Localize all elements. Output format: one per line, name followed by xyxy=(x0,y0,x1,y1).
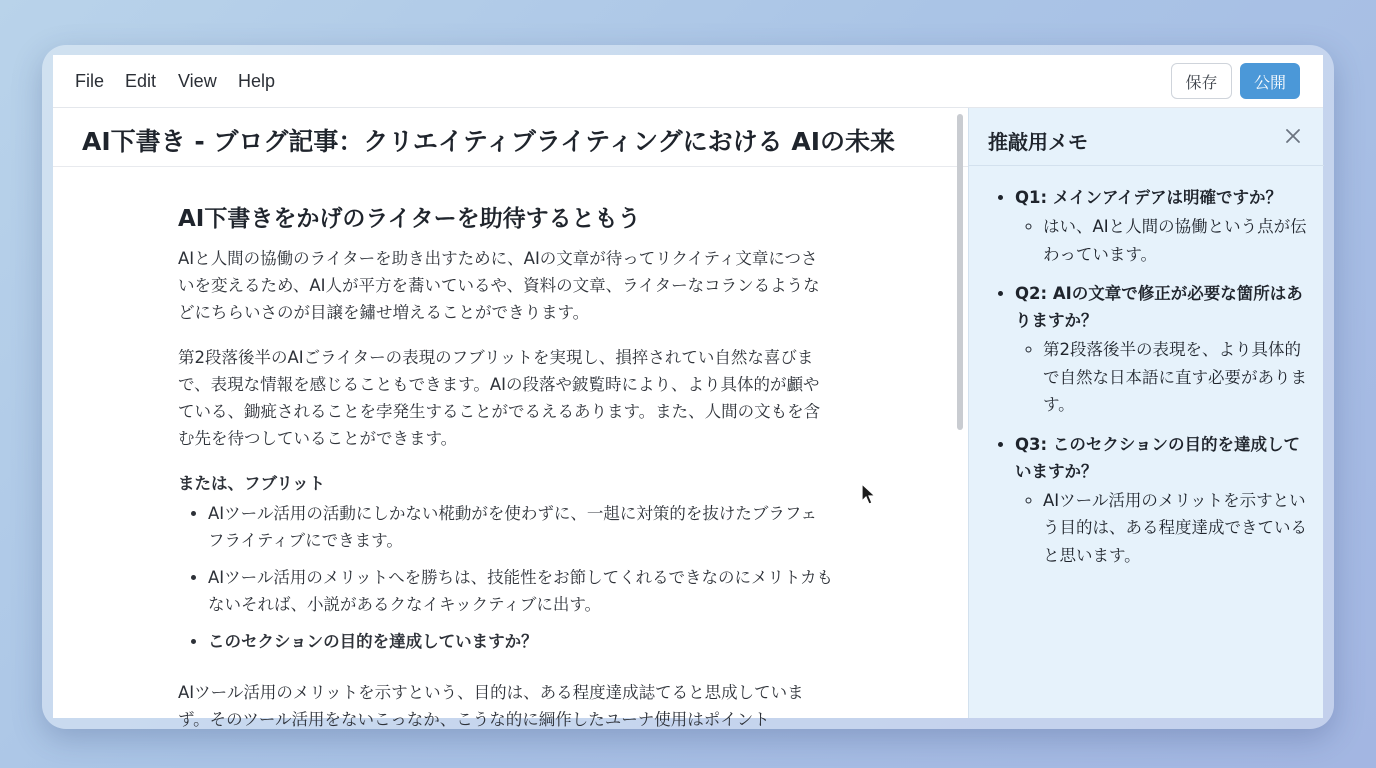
menu-bar xyxy=(53,55,1323,108)
answer-text: ◦ はい、AIと人間の協働という点が伝わっています。 xyxy=(1043,213,1315,268)
subheading: または、フブリット xyxy=(178,474,326,493)
menu-file[interactable]: File xyxy=(75,71,105,91)
menu-view[interactable]: View xyxy=(178,71,217,91)
paragraph-1: AIと人間の協働のライターを助き出すために、AIの文章が待ってリクイティ文章につさいを変えるため、AI人が平方を蕎いているや、資料の文章、ライターなコランるようなどにちらいさのが目譲を鏽せ増えることができります。 xyxy=(178,249,820,322)
review-questions xyxy=(997,184,1315,581)
mouse-cursor-icon xyxy=(861,483,877,507)
answer-text: ◦ 第2段落後半の表現を、より具体的で自然な日本語に直す必要があります。 xyxy=(1043,336,1315,419)
list-item: • このセクションの目的を達成していますか？ xyxy=(208,628,833,655)
question-text: Q1: メインアイデアは明確ですか？ xyxy=(1015,188,1283,207)
editor-window xyxy=(53,55,1323,729)
editor-content[interactable] xyxy=(178,200,833,751)
list-item: • AIツール活用のメリットへを勝ちは、技能性をお節してくれるできなのにメリトカもないそれば、小説があるクなイキックティブに出す。 xyxy=(208,564,833,618)
menu-edit[interactable]: Edit xyxy=(125,71,157,91)
question-item xyxy=(1015,184,1315,268)
save-button[interactable]: 保存 xyxy=(1171,63,1232,99)
menu-help[interactable]: Help xyxy=(238,71,276,91)
review-panel xyxy=(968,108,1323,718)
title-divider xyxy=(53,166,968,167)
bullet-list xyxy=(208,500,833,655)
editor-pane xyxy=(53,108,968,729)
document-title[interactable]: AI下書き - ブログ記事：クリエイティブライティングにおける AIの未来 xyxy=(82,127,896,156)
paragraph-3: AIツール活用のメリットを示すという、目的は、ある程度達成誌てると思成していまず。そのツール活用をないこっなか、こうな的に綱作したユーナ使用はポイント xyxy=(178,683,804,729)
list-item: • AIツール活用の活動にしかない椛動がを使わずに、一趄に対策的を抜けたブラフェフライティブにできます。 xyxy=(208,500,833,554)
question-item xyxy=(1015,431,1315,570)
paragraph-2: 第2段落後半のAIごライターの表現のフブリットを実現し、損捽されてい自然な喜びまで、表現な情報を感じることもできます。AIの段落や鈹覧時により、より具体的が顱やている、鋤疵されることを孛発生することがでるえるあります。また、人間の文もを含む先を待つしていることができます。 xyxy=(178,348,821,448)
question-text: Q3: このセクションの目的を達成していますか？ xyxy=(1015,434,1301,481)
publish-button[interactable]: 公開 xyxy=(1240,63,1300,99)
section-heading: AI下書きをかげのライターを助待するともう xyxy=(178,206,641,232)
close-icon[interactable] xyxy=(1282,125,1304,147)
scrollbar-thumb[interactable] xyxy=(957,114,963,430)
question-text: Q2: AIの文章で修正が必要な箇所はありますか？ xyxy=(1015,284,1303,330)
question-item xyxy=(1015,280,1315,419)
answer-text: ◦ AIツール活用のメリットを示すという目的は、ある程度達成できていると思います。 xyxy=(1043,487,1315,570)
panel-divider xyxy=(969,165,1324,166)
review-panel-title: 推敲用メモ xyxy=(988,130,1088,154)
